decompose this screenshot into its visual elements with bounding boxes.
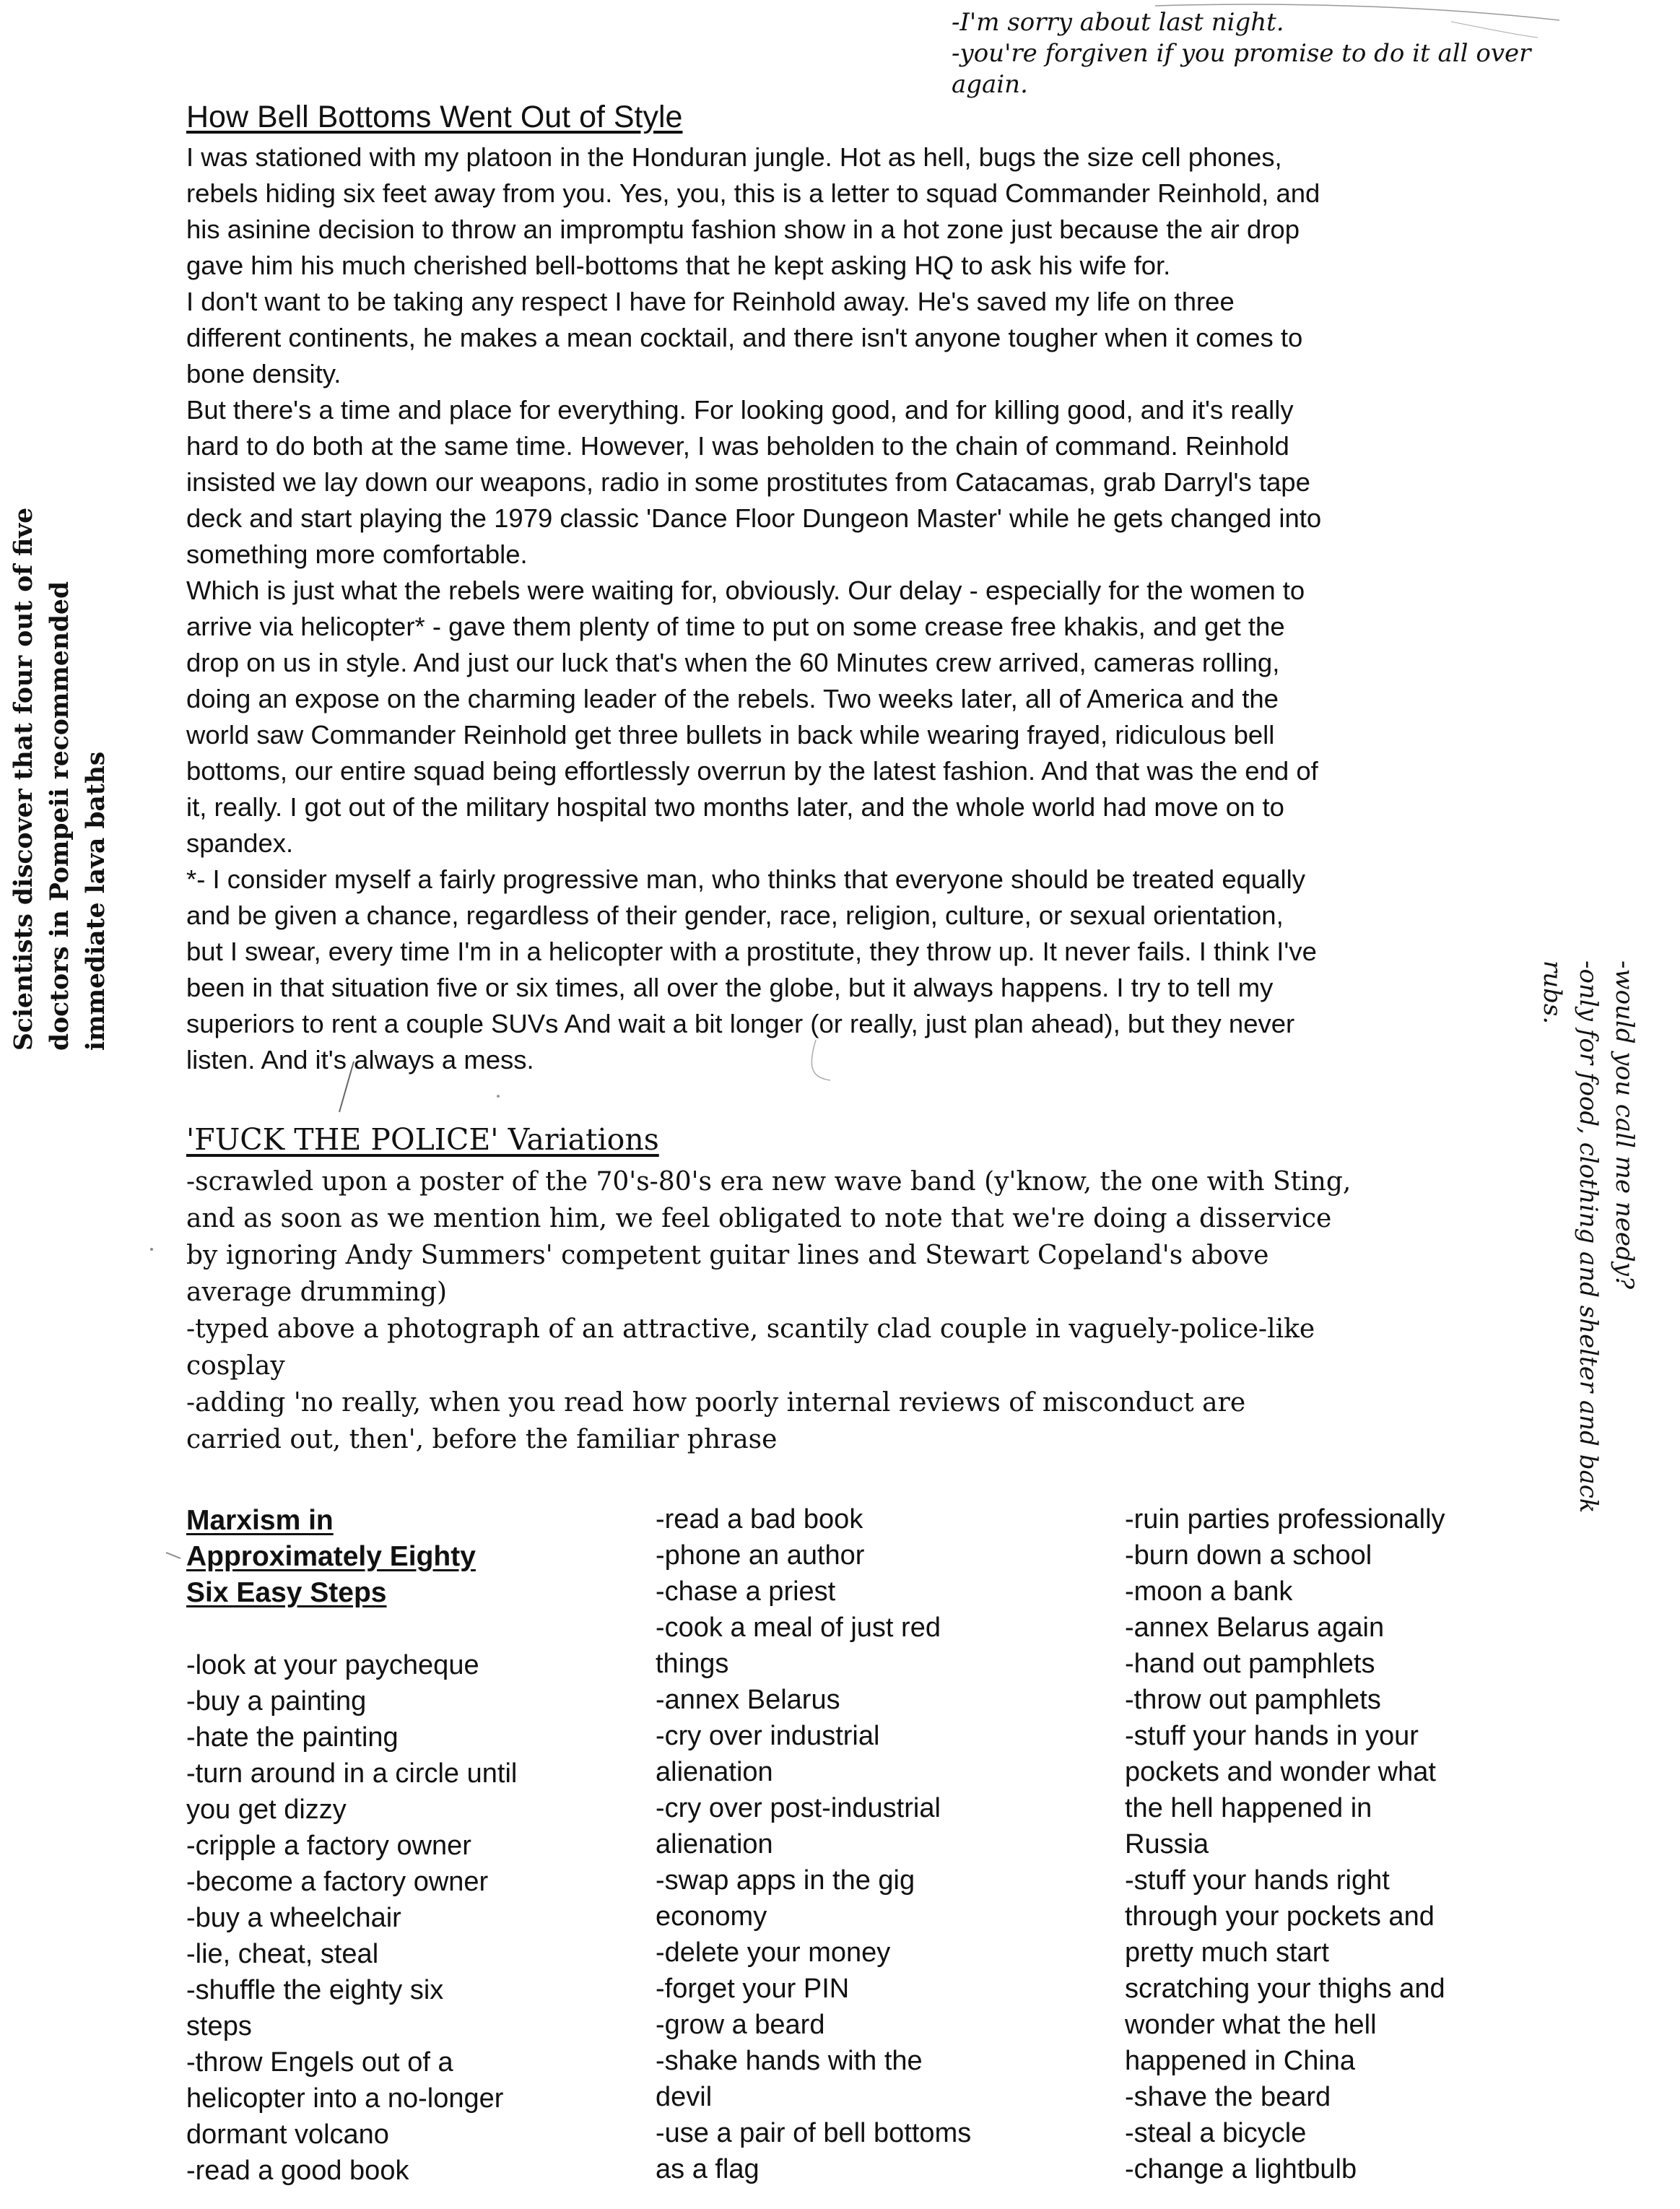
right-vertical-note <box>1534 960 1642 1513</box>
top-note-line: again. <box>952 70 1028 99</box>
body-line: by ignoring Andy Summers' competent guitar lines and Stewart Copeland's above <box>186 1241 1269 1270</box>
right-note-line: -only for food, clothing and shelter and back <box>1574 960 1603 1514</box>
body-line: rebels hiding six feet away from you. Yes, you, this is a letter to squad Commander Reinhold, and <box>186 178 1320 208</box>
list-item: -use a pair of bell bottoms <box>656 2118 972 2148</box>
heading-line: Six Easy Steps <box>186 1577 387 1608</box>
list-item: helicopter into a no-longer <box>186 2083 504 2114</box>
list-item: things <box>656 1649 729 1679</box>
body-line: it, really. I got out of the military hospital two months later, and the whole world had move on to <box>186 792 1284 822</box>
body-line: carried out, then', before the familiar phrase <box>186 1425 778 1454</box>
list-item: -ruin parties professionally <box>1125 1504 1445 1535</box>
section1-title: How Bell Bottoms Went Out of Style <box>186 100 683 134</box>
body-line: drop on us in style. And just our luck that's when the 60 Minutes crew arrived, cameras rolling, <box>186 648 1280 677</box>
right-note-line: -would you call me needy? <box>1610 960 1639 1290</box>
body-line: and be given a chance, regardless of their gender, race, religion, culture, or sexual orientation, <box>186 900 1284 930</box>
list-item: -annex Belarus again <box>1125 1613 1385 1643</box>
body-line: bone density. <box>186 359 341 389</box>
body-line: I don't want to be taking any respect I have for Reinhold away. He's saved my life on three <box>186 287 1235 316</box>
list-column-1 <box>186 1503 591 2189</box>
list-item: Russia <box>1125 1829 1209 1859</box>
section3-heading <box>186 1503 591 1611</box>
list-item: -shave the beard <box>1125 2082 1331 2112</box>
left-note-line: Scientists discover that four out of five <box>9 507 38 1051</box>
heading-line: Marxism in <box>186 1505 334 1536</box>
list-item: -cry over post-industrial <box>656 1793 941 1823</box>
list-item: scratching your thighs and <box>1125 1974 1445 2004</box>
body-line: I was stationed with my platoon in the Honduran jungle. Hot as hell, bugs the size cell phones, <box>186 142 1282 172</box>
body-line: -scrawled upon a poster of the 70's-80's era new wave band (y'know, the one with Sting, <box>186 1167 1352 1197</box>
list-item: -throw out pamphlets <box>1125 1685 1381 1715</box>
section2-title: 'FUCK THE POLICE' Variations <box>186 1122 659 1157</box>
top-right-note <box>952 7 1601 100</box>
body-line: *- I consider myself a fairly progressive man, who thinks that everyone should be treated equally <box>186 864 1306 894</box>
left-vertical-note <box>6 508 114 1051</box>
body-line: and as soon as we mention him, we feel obligated to note that we're doing a disservice <box>186 1204 1332 1233</box>
left-note-line: doctors in Pompeii recommended <box>45 581 74 1051</box>
list-item: -read a bad book <box>656 1504 863 1535</box>
section1-body <box>186 139 1507 1078</box>
body-line: gave him his much cherished bell-bottoms that he kept asking HQ to ask his wife for. <box>186 251 1171 280</box>
body-line: arrive via helicopter* - gave them plenty of time to put on some crease free khakis, and get the <box>186 612 1285 641</box>
body-line: -typed above a photograph of an attractive, scantily clad couple in vaguely-police-like <box>186 1314 1315 1344</box>
body-line: different continents, he makes a mean cocktail, and there isn't anyone tougher when it comes to <box>186 323 1303 352</box>
body-line: been in that situation five or six times, all over the globe, but it always happens. I try to tell my <box>186 973 1274 1002</box>
body-line: superiors to rent a couple SUVs And wait a bit longer (or really, just plan ahead), but they never <box>186 1009 1295 1038</box>
list-item: happened in China <box>1125 2046 1356 2076</box>
body-line: something more comfortable. <box>186 539 528 569</box>
body-line: -adding 'no really, when you read how poorly internal reviews of misconduct are <box>186 1388 1246 1418</box>
body-line: cosplay <box>186 1351 285 1381</box>
list-item: -stuff your hands right <box>1125 1865 1390 1896</box>
list-column-3 <box>1125 1501 1529 2187</box>
list-item: -hand out pamphlets <box>1125 1649 1375 1679</box>
heading-line: Approximately Eighty <box>186 1541 476 1572</box>
list-item: -phone an author <box>656 1540 865 1571</box>
list-item: -become a factory owner <box>186 1867 489 1897</box>
list-item: -shuffle the eighty six <box>186 1975 444 2005</box>
body-line: insisted we lay down our weapons, radio in some prostitutes from Catacamas, grab Darryl's tape <box>186 467 1310 497</box>
list-item: -steal a bicycle <box>1125 2118 1307 2148</box>
list-item: -swap apps in the gig <box>656 1865 915 1896</box>
body-line: But there's a time and place for everything. For looking good, and for killing good, and it's really <box>186 395 1294 425</box>
list-item: alienation <box>656 1829 773 1859</box>
body-line: spandex. <box>186 828 294 858</box>
list-item: -cry over industrial <box>656 1721 880 1751</box>
list-item: dormant volcano <box>186 2119 389 2150</box>
list-item: pretty much start <box>1125 1937 1329 1968</box>
top-note-line: -you're forgiven if you promise to do it all over <box>952 39 1531 68</box>
list-item: -lie, cheat, steal <box>186 1939 379 1969</box>
body-line: Which is just what the rebels were waiting for, obviously. Our delay - especially for the women to <box>186 576 1305 605</box>
body-line: hard to do both at the same time. However, I was beholden to the chain of command. Reinhold <box>186 431 1289 461</box>
list-item: -buy a painting <box>186 1686 367 1717</box>
list-item: wonder what the hell <box>1125 2010 1377 2040</box>
list-column-2 <box>656 1501 1060 2187</box>
list-item: -read a good book <box>186 2156 409 2186</box>
list-item: steps <box>186 2011 252 2041</box>
list-item: you get dizzy <box>186 1794 347 1825</box>
body-line: world saw Commander Reinhold get three bullets in back while wearing frayed, ridiculous bell <box>186 720 1275 750</box>
list-item: -buy a wheelchair <box>186 1903 401 1933</box>
body-line: listen. And it's always a mess. <box>186 1045 534 1075</box>
list-item: -moon a bank <box>1125 1576 1293 1607</box>
list-item: -forget your PIN <box>656 1974 850 2004</box>
list-item: -change a lightbulb <box>1125 2154 1357 2184</box>
list-item: -stuff your hands in your <box>1125 1721 1419 1751</box>
list-item: -look at your paycheque <box>186 1650 479 1680</box>
body-line: bottoms, our entire squad being effortlessly overrun by the latest fashion. And that was the end of <box>186 756 1318 786</box>
list-item: -cripple a factory owner <box>186 1831 471 1861</box>
body-line: deck and start playing the 1979 classic 'Dance Floor Dungeon Master' while he gets changed into <box>186 503 1322 533</box>
list-item: the hell happened in <box>1125 1793 1372 1823</box>
list-item: devil <box>656 2082 713 2112</box>
body-line: doing an expose on the charming leader of the rebels. Two weeks later, all of America and the <box>186 684 1279 713</box>
list-item: -chase a priest <box>656 1576 836 1607</box>
list-item: pockets and wonder what <box>1125 1757 1436 1787</box>
list-item: -burn down a school <box>1125 1540 1372 1571</box>
list-item: alienation <box>656 1757 773 1787</box>
list-item: -throw Engels out of a <box>186 2047 453 2078</box>
list-item: as a flag <box>656 2154 760 2184</box>
list-item: through your pockets and <box>1125 1901 1435 1932</box>
list-item: -annex Belarus <box>656 1685 840 1715</box>
left-note-line: immediate lava baths <box>82 751 110 1051</box>
right-note-line: rubs. <box>1538 960 1567 1025</box>
list-item: -cook a meal of just red <box>656 1613 941 1643</box>
top-note-line: -I'm sorry about last night. <box>952 8 1284 37</box>
list-item: -grow a beard <box>656 2010 825 2040</box>
list-item: -turn around in a circle until <box>186 1758 518 1789</box>
section2-body <box>186 1163 1507 1458</box>
list-item: -shake hands with the <box>656 2046 923 2076</box>
body-line: his asinine decision to throw an impromptu fashion show in a hot zone just because the air drop <box>186 214 1300 244</box>
list-item: -delete your money <box>656 1937 891 1968</box>
list-item: economy <box>656 1901 767 1932</box>
list-item: -hate the painting <box>186 1722 399 1753</box>
body-line: average drumming) <box>186 1277 448 1307</box>
body-line: but I swear, every time I'm in a helicopter with a prostitute, they throw up. It never fails. I think I've <box>186 937 1317 966</box>
